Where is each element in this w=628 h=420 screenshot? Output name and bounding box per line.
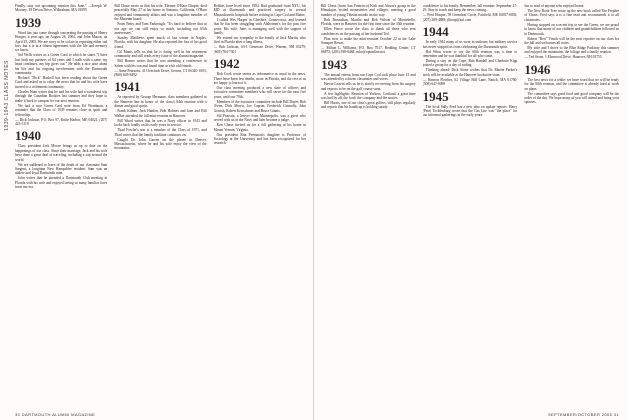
class-note-paragraph: John writes that he attended a Dartmouth Club meeting in Florida with his wife and enjoyed seeing so many familiar faces from our era. (15, 176, 108, 190)
class-note-paragraph: Word has just come through concerning the passing of Henry Hooper, a year ago, on August 26, 2004, and John Mason, on April 25, 2005. We are sorry to be so late in reporting either sad loss, but it is in a fitness agreement with the life and memory we know. (15, 30, 108, 53)
class-note-paragraph: The New Book Tree wrote up the new book called The Prophet of Chaos. Fred says it is a fine read and recommends it to all classmates. (524, 9, 620, 22)
class-note-paragraph: Our class meeting produced a new slate of officers and executive committee members who will serve for the next five years, until our 70th. (213, 86, 306, 99)
right-page (314, 0, 628, 420)
class-note-paragraph: We are saddened to learn of the death of our classmate Sam Sargent, a longtime New Hampshire resident. Sam was an athlete and loyal Dartmouth man. (15, 162, 108, 176)
column-left-2 (114, 4, 206, 408)
class-note-paragraph: I called Wes Harper in Cheshire, Connecticut, and learned that he has been struggling with Alzheimer's for the past five years. His wife, Jane, is managing well with the support of family. (213, 17, 306, 36)
class-note-paragraph: From Betty and Tom Yarbrough: "It's hard to believe that at our age we can still enjoy so much, including our 65th anniversary." (114, 22, 207, 36)
class-note-paragraph: Frank Kilmer, Jack Hanlon, Bob Holmes and Jane and Bill Walker attended the fall mini-reunion in Hanover. (114, 109, 207, 118)
column-right-2 (423, 4, 518, 408)
column-left-1 (15, 4, 107, 408)
class-note-paragraph: Our president Rita Pressman's daughter is Professor of Sociology at the University and has been recognized for her research. (213, 132, 306, 146)
class-note-paragraph: — Ted Stone, 1 Elmwood Drive, Hanover, NH 03755 (524, 55, 602, 60)
class-note-paragraph: As reported by George Hermann, class members gathered at the Hanover Inn in honor of the class's 64th reunion with a dinner and good spirits. (114, 95, 207, 109)
right-footer: SEPTEMBER/OCTOBER 2005 31 (547, 412, 619, 417)
class-year-heading: 1945 (422, 88, 449, 104)
class-note-paragraph: Richard "Dick" Haskell has been reading about the Green Card and asked us to relay the news that he and his wife have moved to a retirement community. (15, 76, 108, 89)
left-columns (15, 4, 306, 408)
class-year-heading: 1939 (15, 14, 41, 30)
class-note-paragraph: — Fred Hooper, 59 Greenleaf Circle, Fairfield, ME 04937-0003; (207) 289-4888; jfhoop@aol.com (422, 13, 518, 22)
class-note-paragraph: The committee says good food and good company will be the order of the day. We hope many of you will attend and bring your spouses. (524, 91, 620, 105)
left-footer: 30 DARTMOUTH ALUMNI MAGAZINE (15, 412, 96, 417)
column-left-3 (214, 4, 306, 408)
class-note-paragraph: condolence to his family. Remember, fall reunion: September 27-29. Stay in touch and keep the news coming. (422, 4, 518, 13)
class-note-paragraph: We had a nice Green Card note from Ed Woodman, a reminder that the Class of 1939 remains close in spirit and fellowship. (15, 103, 108, 117)
class-note-paragraph: fun to read of anyone who enjoyed home. (524, 4, 585, 8)
side-section-label: 1939-1943 CLASS NOTES (4, 60, 10, 131)
class-year-heading: 1940 (15, 128, 41, 144)
class-year-heading: 1943 (321, 56, 347, 72)
class-year-heading: 1941 (114, 79, 141, 95)
class-note-paragraph: Hal Winn wrote to say the 60th reunion was a time to remember and he was thankful for all who came. (422, 49, 518, 59)
class-note-paragraph: Sid Pearson, a lawyer from Minneapolis, was a guest who served with us in the Navy and later became a judge. (213, 113, 306, 123)
class-note-paragraph: Ellen Pierce wrote the class to thank all those who sent condolences on the passing of her husband Ted. (321, 27, 416, 36)
column-right-1 (321, 4, 416, 408)
class-note-paragraph: Finally...stay out upcoming reunion this June." —Joseph W. Mooney, 39 Devon Drive, Wilbraham, MA 01095 (15, 4, 108, 13)
right-columns (321, 4, 619, 408)
class-note-paragraph: Members of the executive committee include Bill Dayer, Bob Owen, Dick Morris, Joe Capron, Frederick Connolly, John Gerrish, Robert Kretschmer and Bruce Ginnis. (213, 99, 306, 113)
class-note-paragraph: The best news for a while: we have word that we will be ready for the 60th reunion, and the committee is already hard at work on plans. (524, 77, 620, 91)
class-note-paragraph: Bill Chess (from San Francisco) Kirk and Alison's group in the Himalayas visited monasteries and villages, meeting a good number of young Tibetan monks on the way. (321, 4, 416, 17)
class-note-paragraph: Bill Harris, one of our class's great golfers, still plays regularly and reports that his handicap is holding steady. (321, 101, 416, 110)
class-note-paragraph: Bill Wood writes that he was a Navy officer in 1943 and looks back fondly on his early years in service. (114, 118, 207, 128)
class-note-paragraph: A few highlights: Reunion of Yorkers, Cortland, a great time was had by all; the food, the company and the stories. (321, 91, 416, 101)
class-note-paragraph: Plan now to make the mini-reunion October 22 at the Lake Sunapee Resort. (321, 36, 416, 46)
class-note-paragraph: Thinking ahead: Dick Stone wishes that Dr. Martin Parker's book will be available at the Hanover bookstore soon. (422, 68, 518, 77)
class-note-paragraph: Ken Chase invited us for a fall gathering at his home in Mount Vernon, Virginia. (213, 123, 306, 132)
class-note-paragraph: Bill Chase wrote us that his wife, Eleanor O'Hara Chapin, died peacefully May 27 at her home in Sonoma, California. O'Hara enjoyed and community affairs and was a longtime member of the Museum board. (114, 4, 207, 22)
class-note-paragraph: — Dick Jackson, P.O. Box 97, Kittle Harbor, ME 04021; (207) 423-5119 (15, 117, 108, 126)
class-year-heading: 1942 (213, 56, 240, 72)
class-note-paragraph: My wife and I drove to the Blue Ridge Parkway this summer and enjoyed the mountains, the foliage and a family reunion. (524, 46, 620, 55)
class-note-paragraph: The annual retreat from our Cape Cod took place June 15 and was attended by a dozen classmates and wives. (321, 72, 416, 82)
class-note-paragraph: We extend our sympathy to the family of Jack Martin, who died in Florida after a long illness. (213, 36, 306, 45)
class-note-paragraph: During a stay on the Cape, Bob Randall and Charlotte Kipp joined a group for a day of sailing. (422, 59, 518, 68)
class-note-paragraph: Charles Hunt writes that he and his wife had a wonderful trip through the Canadian Rockies last summer and they hope to make it back to campus for our next reunion. (15, 89, 108, 103)
class-note-paragraph: In early 1944 many of us were in uniform; but military service has never stopped us from celebrating the Dartmouth spirit. (422, 40, 518, 49)
class-year-heading: 1946 (524, 61, 551, 77)
class-note-paragraph: Having stopped on a recent trip to see the Green, we are proud to know that many of our children and grandchildren followed us to Dartmouth. (524, 22, 620, 36)
class-note-paragraph: Sid Wells writes us a Green Card to which he states "I have lost both my partners of 64 years and I walk with a cane; my heart continues, my hip gives out." He adds a nice note about his life and his ongoing involvement with the Dartmouth community. (15, 53, 108, 76)
class-note-paragraph: — Anne Pearsons, 41 Overlook Drive, Groton, CT 06340-1003; (860) 649-8492 (114, 68, 207, 78)
class-note-paragraph: Stanley Matthews spent much of last winter in Naples, Florida, with his daughter. He also reported the loss of his good friend. (114, 36, 207, 49)
class-year-heading: 1944 (422, 24, 449, 40)
class-note-paragraph: — Bob Jackson, 63-1 Genessee Drive, Warren, NH 03279; (603) 764-7301 (213, 45, 306, 54)
class-note-paragraph: Bob Bresnahan, Martha and Bob Wilson of Montebello, Florida, were in Hanover for the first time since the 35th reunion. (321, 17, 416, 27)
class-note-paragraph: The local Sally Fred has a new idea on update reports: Harry (Pete) Tecklenburg wrote that the Gas Lite was "the place" for our informal gatherings in the early years. (422, 104, 518, 118)
class-note-paragraph: Hawie Leavitt tells us he is slowly recovering from his surgery and expects to be on the golf course soon. (321, 82, 416, 91)
column-right-3 (524, 4, 619, 408)
class-note-paragraph: Bob Cook wrote seems as informative as usual in the news. There have been few deaths, more in Florida, and the rest of us are happy to learn of it. (213, 72, 306, 86)
class-note-paragraph: — Milton L. Williams, P.O. Box 7017, Redding Center, CT 06875; (203) 938-8484; mlw@optonline.net (321, 46, 416, 55)
class-note-paragraph: Gil Manis tells us that he is doing well in his retirement community and still reads every issue of the alumni magazine. (114, 49, 207, 59)
class-note-paragraph: Class president Jack Moore brings us up to date on the happenings of our class. Since their marriage, Jack and his wife have done a great deal of traveling, including a trip around the world. (15, 144, 108, 162)
class-note-paragraph: Caught Dr. John Garren on the phone in Denver, Massachusetts, where he and his wife enjoy the view of the mountains. (114, 137, 207, 151)
class-note-paragraph: Robert "Bert" Vinick will be the next reporter on our class for the fall and welcomes all notes. (524, 36, 620, 46)
class-note-paragraph: Bobbie, have lived since 1984. Bud graduated from NYU, his MD at Dartmouth and practiced surgery in several Massachusetts hospitals before retiring in Cape Cod and Maine. (213, 4, 306, 17)
class-note-paragraph: — Hanson Fletcher, 62 Village Hill Lane, Natick, MA 01760; (508) 647-0098 (422, 77, 518, 87)
class-note-paragraph: Bill Horner writes that he was attending a conference in Salem with his son and found time to visit old friends. (114, 59, 207, 68)
class-note-paragraph: Thad Fowler's son is a member of the Class of 1971, and Thad writes that the family tradition continues on. (114, 128, 207, 137)
